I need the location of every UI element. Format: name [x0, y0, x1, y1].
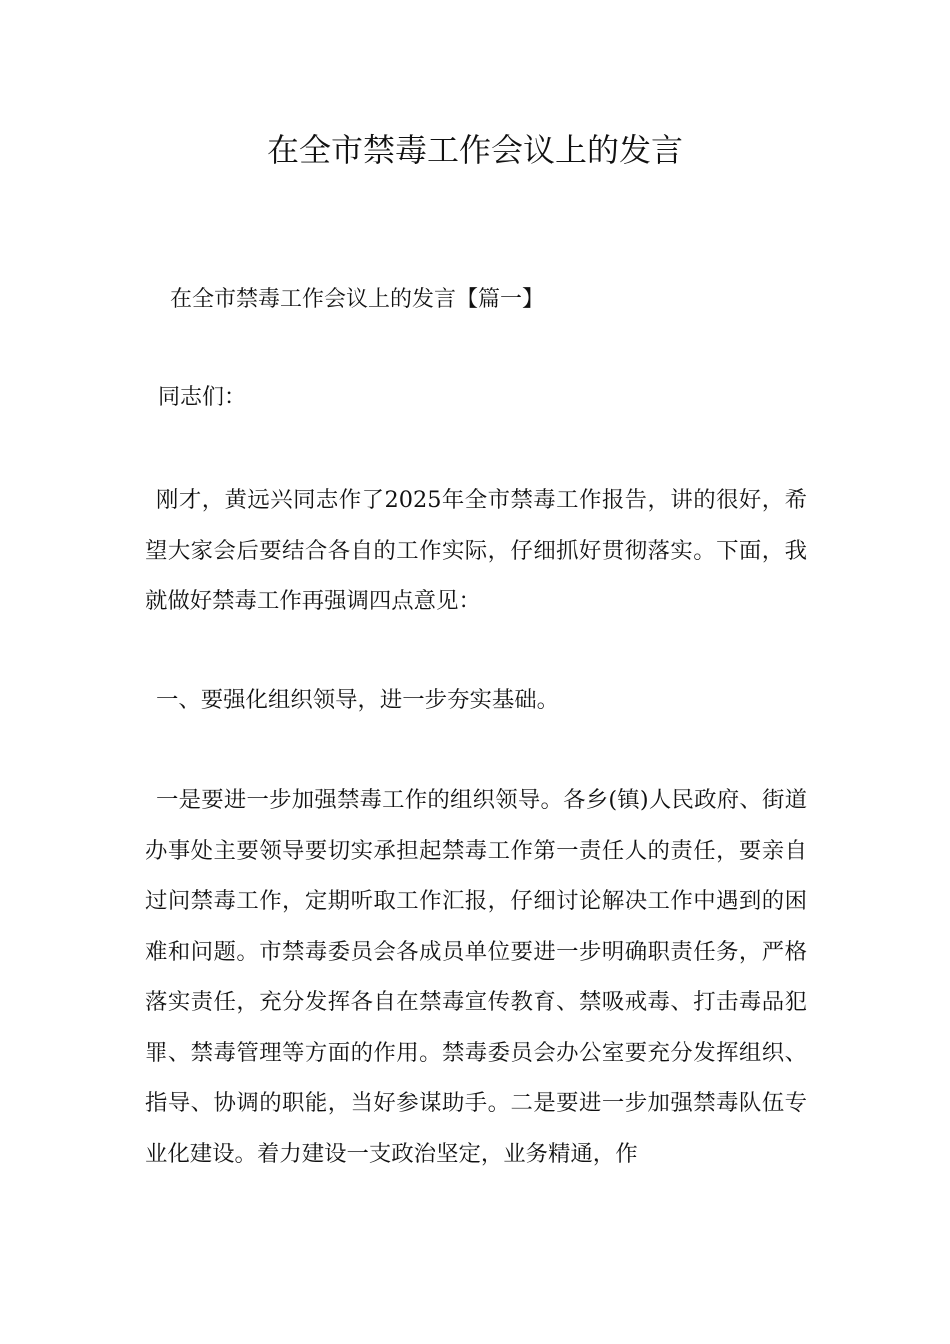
greeting: 同志们： — [158, 385, 247, 410]
paragraph-intro: 刚才，黄远兴同志作了2025年全市禁毒工作报告，讲的很好，希望大家会后要结合各自的工作实际，仔细抓好贯彻落实。下面，我就做好禁毒工作再强调四点意见： — [145, 487, 807, 614]
document-title: 在全市禁毒工作会议上的发言 — [266, 131, 683, 169]
paragraph-section-1: 一是要进一步加强禁毒工作的组织领导。各乡(镇)人民政府、街道办事处主要领导要切实承担起禁毒工作第一责任人的责任，要亲自过问禁毒工作，定期听取工作汇报，仔细讨论解决工作中遇到的困难和问题。市禁毒委员会各成员单位要进一步明确职责任务，严格落实责任，充分发挥各自在禁毒宣传教育、禁吸戒毒、打击毒品犯罪、禁毒管理等方面的作用。禁毒委员会办公室要充分发挥组织、指导、协调的职能，当好参谋助手。二是要进一步加强禁毒队伍专业化建设。着力建设一支政治坚定，业务精通，作 — [145, 787, 807, 1167]
section-heading-1: 一、要强化组织领导，进一步夯实基础。 — [156, 687, 560, 713]
document-subtitle: 在全市禁毒工作会议上的发言【篇一】 — [170, 287, 545, 312]
